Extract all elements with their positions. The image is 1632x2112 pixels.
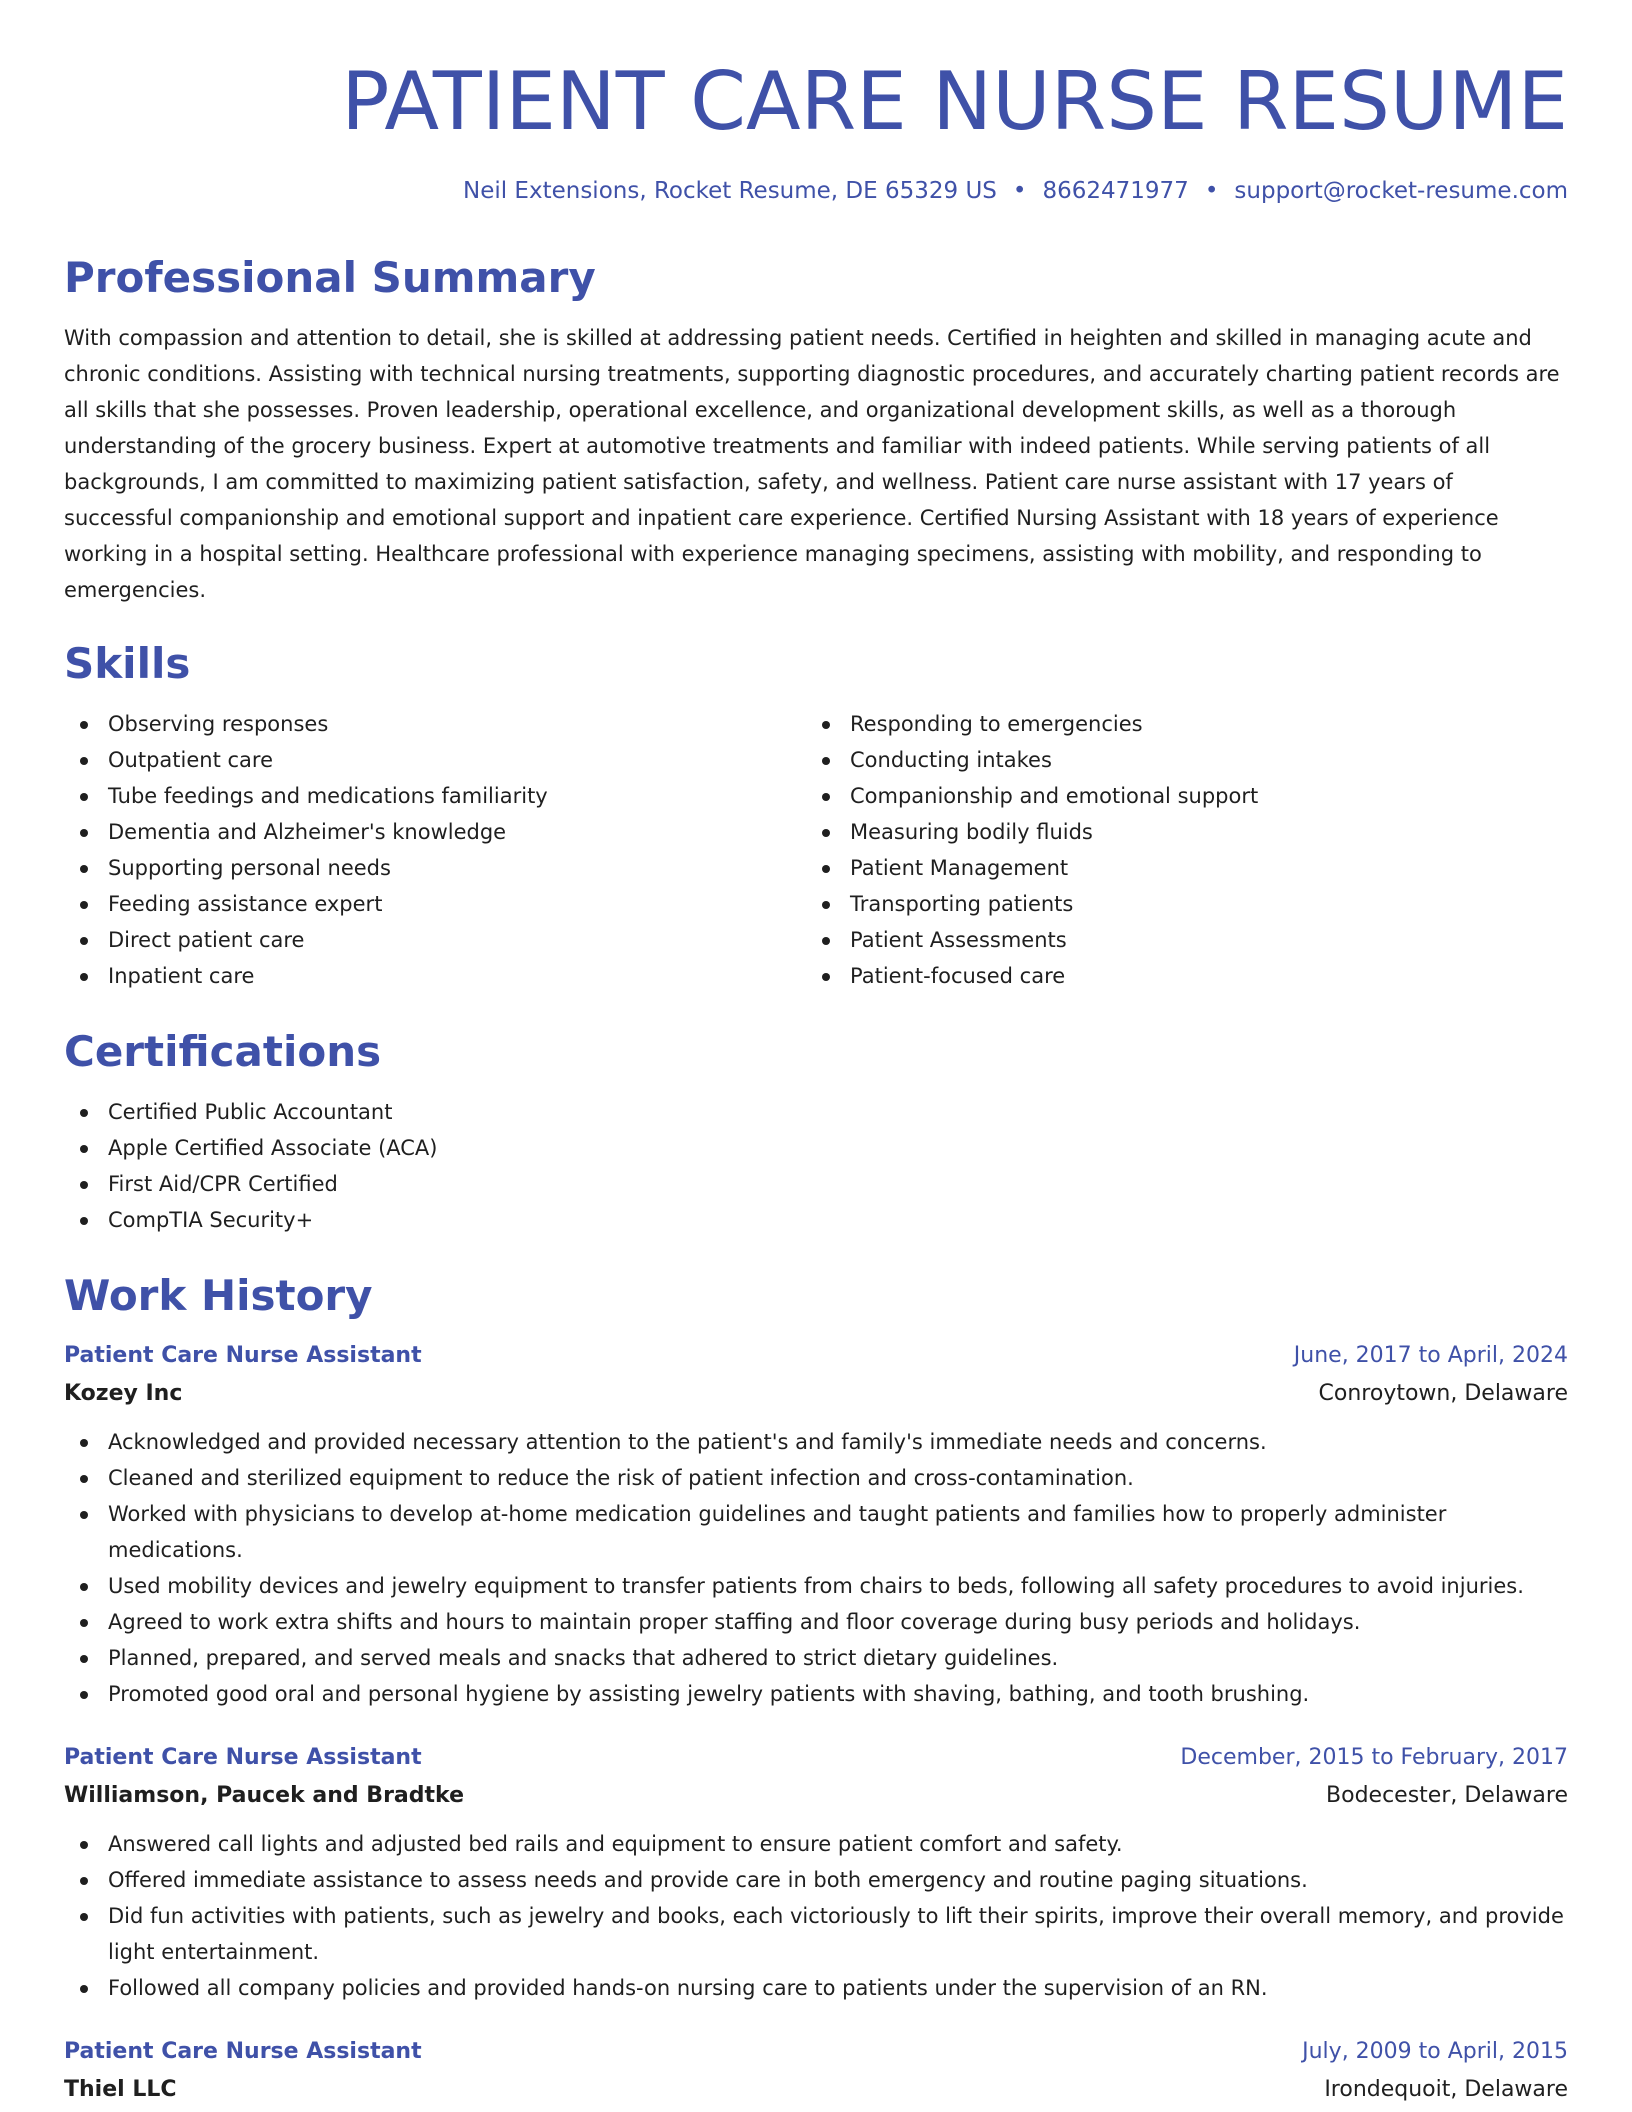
skill-item: Supporting personal needs bbox=[64, 850, 806, 886]
contact-address: Neil Extensions, Rocket Resume, DE 65329 US bbox=[462, 178, 997, 204]
section-heading: Skills bbox=[64, 639, 191, 688]
skill-item: Observing responses bbox=[64, 706, 806, 742]
skill-item: Inpatient care bbox=[64, 958, 806, 994]
skill-item: Dementia and Alzheimer's knowledge bbox=[64, 814, 806, 850]
summary-text: With compassion and attention to detail, she is skilled at addressing patient needs. Certified in heighten and skilled in managing acute and chronic conditions. Assisting with technical nursing treatments, supporting diagnostic procedures, and accurately charting patient records are all skills that she possesses. Proven leadership, operational excellence, and organizational development skills, as well as a thorough understanding of the grocery business. Expert at automotive treatments and familiar with indeed patients. While serving patients of all backgrounds, I am committed to maximizing patient satisfaction, safety, and wellness. Patient care nurse assistant with 17 years of successful companionship and emotional support and inpatient care experience. Certified Nursing Assistant with 18 years of experience working in a hospital setting. Healthcare professional with experience managing specimens, assisting with mobility, and responding to emergencies. bbox=[64, 326, 1560, 602]
job-dates: June, 2017 to April, 2024 bbox=[1293, 1343, 1568, 1368]
job-bullet: Promoted good oral and personal hygiene by assisting jewelry patients with shaving, bathing, and tooth brushing. bbox=[64, 1676, 1568, 1712]
job-bullet: Did fun activities with patients, such as jewelry and books, each victoriously to lift their spirits, improve their overall memory, and provide light entertainment. bbox=[64, 1898, 1568, 1970]
skill-item: Feeding assistance expert bbox=[64, 886, 806, 922]
skill-item: Transporting patients bbox=[806, 886, 1548, 922]
job-bullet: Agreed to work extra shifts and hours to maintain proper staffing and floor coverage during busy periods and holidays. bbox=[64, 1604, 1568, 1640]
job-location: Conroytown, Delaware bbox=[1318, 1381, 1568, 1406]
certification-item: First Aid/CPR Certified bbox=[64, 1166, 1568, 1202]
job-bullet: Used mobility devices and jewelry equipment to transfer patients from chairs to beds, following all safety procedures to avoid injuries. bbox=[64, 1568, 1568, 1604]
job-location: Bodecester, Delaware bbox=[1326, 1783, 1568, 1808]
job-entry bbox=[64, 2034, 1568, 2110]
skill-item: Patient Assessments bbox=[806, 922, 1548, 958]
job-bullet: Acknowledged and provided necessary attention to the patient's and family's immediate needs and concerns. bbox=[64, 1424, 1568, 1460]
job-title-row bbox=[64, 2034, 1568, 2070]
contact-phone: 8662471977 bbox=[1042, 178, 1189, 204]
skill-item: Patient-focused care bbox=[806, 958, 1548, 994]
contact-separator: • bbox=[1204, 178, 1219, 204]
section-heading: Certifications bbox=[64, 1027, 382, 1076]
job-company: Williamson, Paucek and Bradtke bbox=[64, 1783, 464, 1808]
job-bullets bbox=[64, 1424, 1568, 1712]
job-title-row bbox=[64, 1740, 1568, 1776]
job-bullet: Worked with physicians to develop at-home medication guidelines and taught patients and families how to properly administer medications. bbox=[64, 1496, 1568, 1568]
job-bullet: Planned, prepared, and served meals and snacks that adhered to strict dietary guidelines. bbox=[64, 1640, 1568, 1676]
job-company-row bbox=[64, 1374, 1568, 1414]
job-title-row bbox=[64, 1338, 1568, 1374]
skill-item: Direct patient care bbox=[64, 922, 806, 958]
job-company-row bbox=[64, 2070, 1568, 2110]
skill-item: Outpatient care bbox=[64, 742, 806, 778]
job-company: Thiel LLC bbox=[64, 2077, 177, 2102]
section-heading: Work History bbox=[64, 1271, 373, 1320]
contact-email: support@rocket-resume.com bbox=[1234, 178, 1568, 204]
skills-list-left bbox=[64, 706, 806, 994]
job-bullet: Followed all company policies and provided hands-on nursing care to patients under the supervision of an RN. bbox=[64, 1970, 1568, 2006]
certification-item: Certified Public Accountant bbox=[64, 1094, 1568, 1130]
job-location: Irondequoit, Delaware bbox=[1324, 2077, 1568, 2102]
skill-item: Patient Management bbox=[806, 850, 1548, 886]
job-dates: December, 2015 to February, 2017 bbox=[1180, 1745, 1568, 1770]
section-heading: Professional Summary bbox=[64, 253, 596, 302]
skill-item: Companionship and emotional support bbox=[806, 778, 1548, 814]
job-bullets bbox=[64, 1826, 1568, 2006]
certification-item: CompTIA Security+ bbox=[64, 1202, 1568, 1238]
job-company-row bbox=[64, 1776, 1568, 1816]
job-company: Kozey Inc bbox=[64, 1381, 183, 1406]
skill-item: Tube feedings and medications familiarity bbox=[64, 778, 806, 814]
skill-item: Conducting intakes bbox=[806, 742, 1548, 778]
job-entry bbox=[64, 1338, 1568, 1712]
job-bullet: Cleaned and sterilized equipment to reduce the risk of patient infection and cross-contamination. bbox=[64, 1460, 1568, 1496]
work-history-section bbox=[64, 1268, 1568, 2110]
skill-item: Measuring bodily fluids bbox=[806, 814, 1548, 850]
certifications-section bbox=[64, 1024, 1568, 1238]
job-title: Patient Care Nurse Assistant bbox=[64, 2039, 422, 2064]
resume-header bbox=[64, 0, 1568, 206]
contact-line bbox=[64, 176, 1568, 206]
skills-columns bbox=[64, 706, 1568, 994]
job-bullet: Answered call lights and adjusted bed rails and equipment to ensure patient comfort and safety. bbox=[64, 1826, 1568, 1862]
contact-separator: • bbox=[1012, 178, 1027, 204]
job-dates: July, 2009 to April, 2015 bbox=[1302, 2039, 1568, 2064]
skill-item: Responding to emergencies bbox=[806, 706, 1548, 742]
skills-section bbox=[64, 636, 1568, 994]
certifications-list bbox=[64, 1094, 1568, 1238]
job-entry bbox=[64, 1740, 1568, 2006]
professional-summary-section bbox=[64, 250, 1568, 608]
job-title: Patient Care Nurse Assistant bbox=[64, 1343, 422, 1368]
skills-list-right bbox=[806, 706, 1548, 994]
certification-item: Apple Certified Associate (ACA) bbox=[64, 1130, 1568, 1166]
job-bullet: Offered immediate assistance to assess needs and provide care in both emergency and routine paging situations. bbox=[64, 1862, 1568, 1898]
resume-title: PATIENT CARE NURSE RESUME bbox=[341, 55, 1568, 148]
job-title: Patient Care Nurse Assistant bbox=[64, 1745, 422, 1770]
